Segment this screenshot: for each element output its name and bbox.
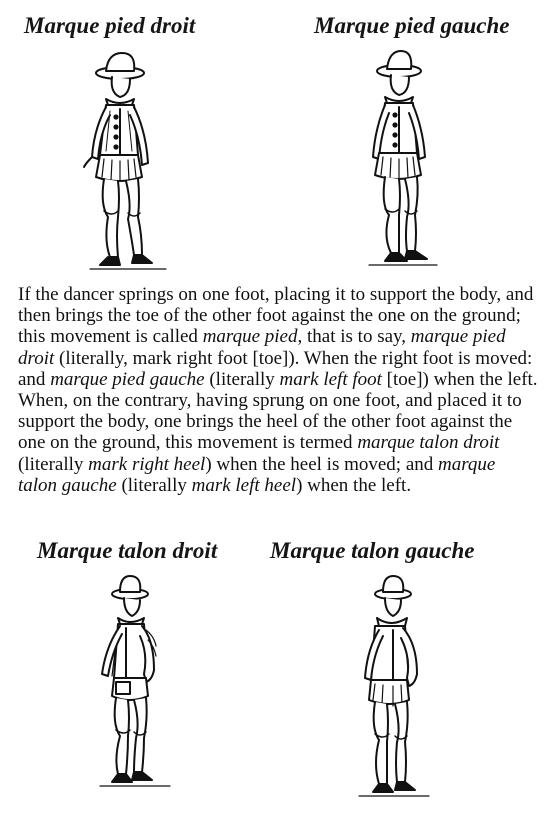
paragraph-run: ) when the heel is moved; and bbox=[205, 453, 439, 475]
woodcut-figure-pied-gauche bbox=[355, 45, 445, 270]
paragraph-run: ) when the left. bbox=[296, 474, 412, 496]
caption-marque-talon-droit: Marque talon droit bbox=[37, 538, 218, 563]
term-marque-pied: marque pied bbox=[202, 326, 298, 348]
paragraph-run: (literally, mark right foot [toe]). When the right foot is moved: and bbox=[18, 347, 533, 390]
paragraph-run: [toe]) when the left. When, on the contrary, having sprung on one foot, and placed it to support the body, one brings the heel of the other foot against the one on the ground, this movement is termed bbox=[18, 368, 538, 454]
paragraph-run: (literally bbox=[18, 453, 89, 475]
woodcut-figure-pied-droit bbox=[70, 45, 190, 275]
paragraph-text bbox=[18, 284, 538, 496]
term-marque-pied-droit: marque pied droit bbox=[18, 326, 506, 369]
paragraph-run: (literally bbox=[116, 474, 192, 496]
description-paragraph bbox=[18, 284, 538, 496]
term-marque-talon-droit: marque talon droit bbox=[357, 432, 500, 454]
paragraph-run: (literally bbox=[204, 368, 280, 390]
term-mark-left-foot: mark left foot bbox=[279, 368, 382, 390]
term-marque-talon-gauche: marque talon gauche bbox=[18, 453, 496, 496]
paragraph-run: If the dancer springs on one foot, placing it to support the body, and then brings the toe of the other foot against the one on the ground; this movement is called bbox=[18, 284, 534, 348]
caption-marque-pied-droit: Marque pied droit bbox=[24, 13, 196, 38]
woodcut-figure-talon-droit bbox=[90, 570, 180, 795]
woodcut-figure-talon-gauche bbox=[345, 570, 435, 805]
caption-marque-talon-gauche: Marque talon gauche bbox=[270, 538, 475, 563]
term-mark-right-heel: mark right heel bbox=[88, 453, 206, 475]
term-marque-pied-gauche: marque pied gauche bbox=[50, 368, 205, 390]
paragraph-run: , that is to say, bbox=[297, 326, 411, 348]
caption-marque-pied-gauche: Marque pied gauche bbox=[314, 13, 510, 38]
term-mark-left-heel: mark left heel bbox=[191, 474, 297, 496]
